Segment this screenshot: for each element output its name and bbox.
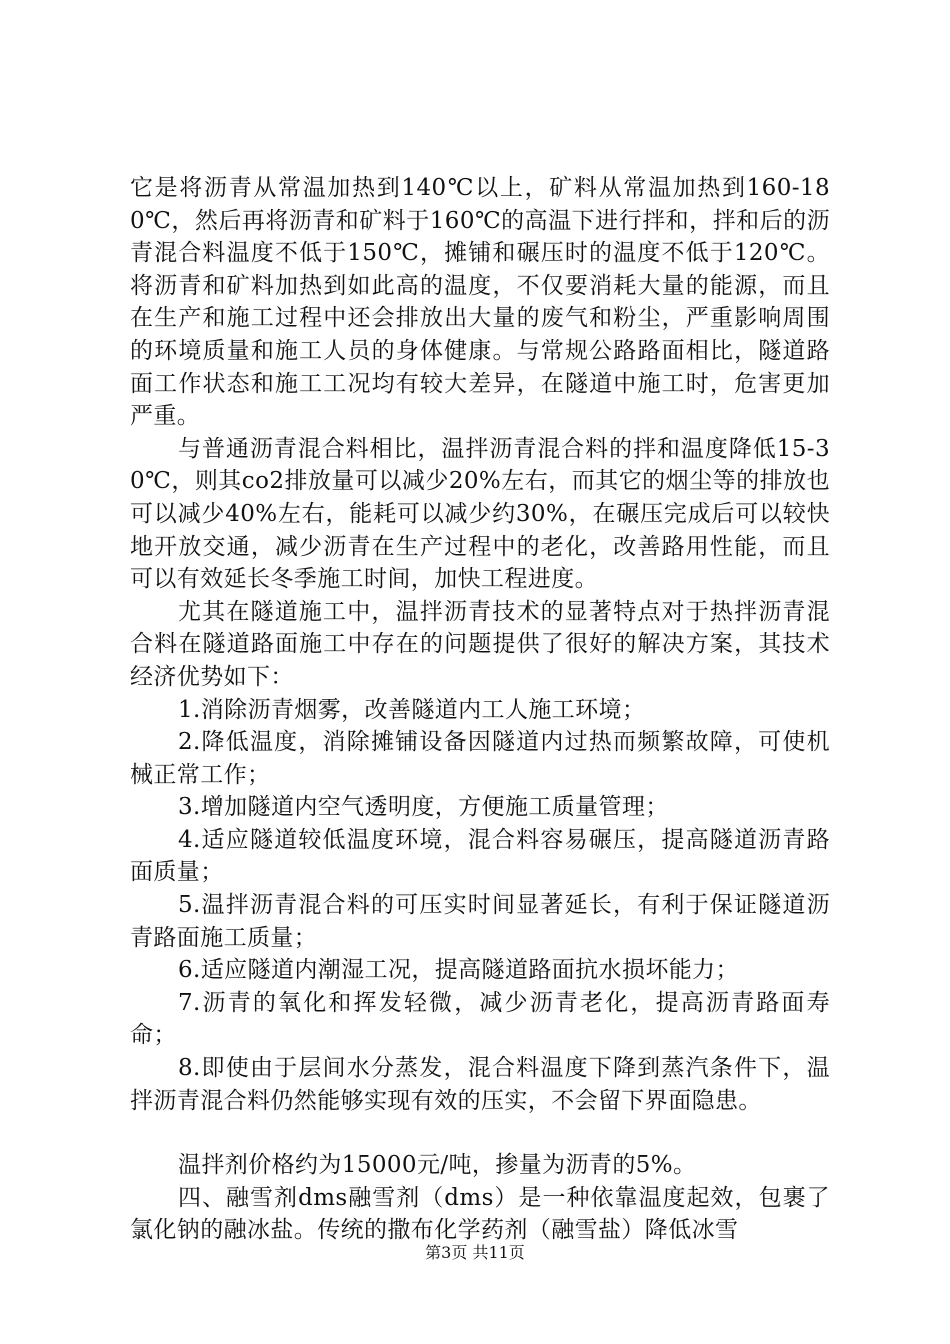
list-item-7: 7.沥青的氧化和挥发轻微，减少沥青老化，提高沥青路面寿命； bbox=[130, 989, 830, 1049]
list-item-6: 6.适应隧道内潮湿工况，提高隧道路面抗水损坏能力； bbox=[178, 957, 739, 984]
paragraph-warm-mix-benefits: 与普通沥青混合料相比，温拌沥青混合料的拌和温度降低15-30℃，则其co2排放量可以减少20%左右，而其它的烟尘等的排放也可以减少40%左右，能耗可以减少约30%，在碾压完成后可以较快地开放交通，减少沥青在生产过程中的老化，改善路用性能，而且可以有效延长冬季施工时间，加快工程进度。 bbox=[130, 435, 830, 593]
list-item-4: 4.适应隧道较低温度环境，混合料容易碾压，提高隧道沥青路面质量； bbox=[130, 826, 830, 886]
list-item-1: 1.消除沥青烟雾，改善隧道内工人施工环境； bbox=[178, 696, 646, 723]
list-item-2: 2.降低温度，消除摊铺设备因隧道内过热而频繁故障，可使机械正常工作； bbox=[130, 729, 830, 788]
document-body bbox=[130, 172, 830, 1247]
page-footer: 第3页 共11页 bbox=[425, 1243, 525, 1262]
paragraph-warm-mix-price: 温拌剂价格约为15000元/吨，掺量为沥青的5%。 bbox=[178, 1152, 697, 1179]
paragraph-tunnel-advantages-intro: 尤其在隧道施工中，温拌沥青技术的显著特点对于热拌沥青混合料在隧道路面施工中存在的问题提供了很好的解决方案，其技术经济优势如下： bbox=[130, 598, 830, 690]
paragraph-spacer bbox=[130, 1117, 830, 1149]
paragraph-hot-mix-problems: 它是将沥青从常温加热到140℃以上，矿料从常温加热到160-180℃，然后再将沥青和矿料于160℃的高温下进行拌和，拌和后的沥青混合料温度不低于150℃，摊铺和碾压时的温度不低于120℃。将沥青和矿料加热到如此高的温度，不仅要消耗大量的能源，而且在生产和施工过程中还会排放出大量的废气和粉尘，严重影响周围的环境质量和施工人员的身体健康。与常规公路路面相比，隧道路面工作状态和施工工况均有较大差异，在隧道中施工时，危害更加严重。 bbox=[130, 175, 830, 430]
list-item-3: 3.增加隧道内空气透明度，方便施工质量管理； bbox=[178, 794, 669, 821]
list-item-5: 5.温拌沥青混合料的可压实时间显著延长，有利于保证隧道沥青路面施工质量； bbox=[130, 892, 830, 951]
list-item-8: 8.即使由于层间水分蒸发，混合料温度下降到蒸汽条件下，温拌沥青混合料仍然能够实现有效的压实，不会留下界面隐患。 bbox=[130, 1055, 830, 1114]
paragraph-deicer-section: 四、融雪剂dms融雪剂（dms）是一种依靠温度起效，包裹了氯化钠的融冰盐。传统的撒布化学药剂（融雪盐）降低冰雪 bbox=[130, 1184, 830, 1244]
